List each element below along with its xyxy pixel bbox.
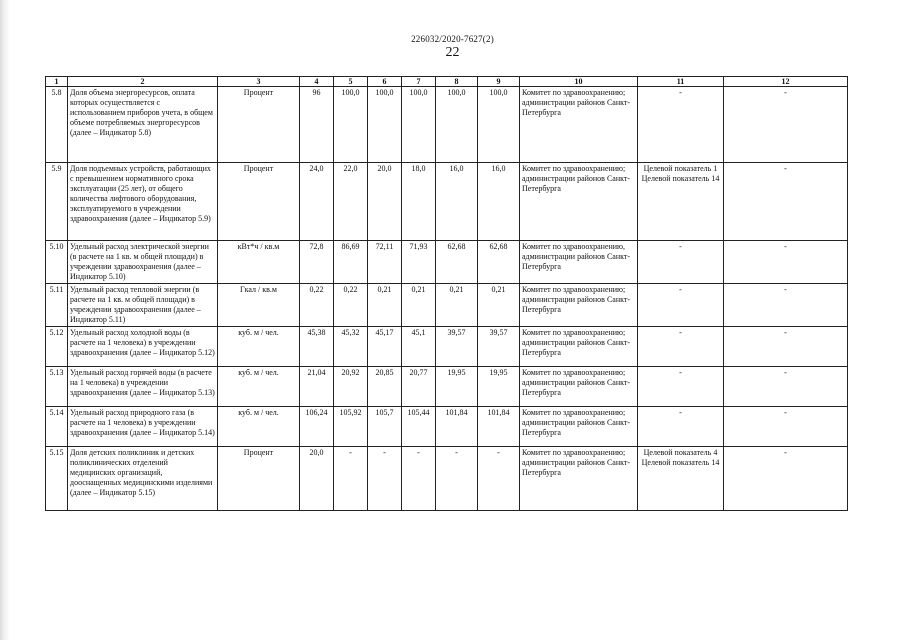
column-header: 8 bbox=[436, 77, 478, 87]
value-cell: 19,95 bbox=[436, 367, 478, 407]
table-row bbox=[46, 163, 848, 241]
value-cell: 100,0 bbox=[402, 87, 436, 163]
row-number: 5.11 bbox=[46, 284, 68, 327]
unit-of-measure: Процент bbox=[218, 163, 300, 241]
row-number: 5.14 bbox=[46, 407, 68, 447]
value-cell: 0,21 bbox=[478, 284, 520, 327]
value-cell: - bbox=[436, 447, 478, 511]
indicators-table bbox=[45, 76, 848, 511]
table-row bbox=[46, 367, 848, 407]
value-cell: 20,85 bbox=[368, 367, 402, 407]
value-cell: 45,17 bbox=[368, 327, 402, 367]
value-cell: - bbox=[334, 447, 368, 511]
row-number: 5.9 bbox=[46, 163, 68, 241]
indicator-name: Удельный расход холодной воды (в расчете на 1 человека) в учреждении здравоохранения (далее – Индикатор 5.12) bbox=[68, 327, 218, 367]
column-header: 3 bbox=[218, 77, 300, 87]
unit-of-measure: Гкал / кв.м bbox=[218, 284, 300, 327]
value-cell: 45,38 bbox=[300, 327, 334, 367]
target-indicator-link: - bbox=[638, 367, 724, 407]
table-row bbox=[46, 241, 848, 284]
value-cell: 20,0 bbox=[368, 163, 402, 241]
value-cell: 100,0 bbox=[478, 87, 520, 163]
unit-of-measure: куб. м / чел. bbox=[218, 367, 300, 407]
indicator-name: Удельный расход тепловой энергии (в расчете на 1 кв. м общей площади) в учреждении здравоохранения (далее – Индикатор 5.11) bbox=[68, 284, 218, 327]
value-cell: 71,93 bbox=[402, 241, 436, 284]
indicator-name: Доля подъемных устройств, работающих с превышением нормативного срока эксплуатации (25 лет), от общего количества лифтового оборудования, эксплуатируемого в учреждении здравоохранения (далее – Индикатор 5.9) bbox=[68, 163, 218, 241]
value-cell: 62,68 bbox=[436, 241, 478, 284]
responsible-executor: Комитет по здравоохранению; администрации районов Санкт-Петербурга bbox=[520, 447, 638, 511]
value-cell: 16,0 bbox=[478, 163, 520, 241]
table-row bbox=[46, 284, 848, 327]
value-cell: 0,21 bbox=[436, 284, 478, 327]
row-number: 5.13 bbox=[46, 367, 68, 407]
page-number: 22 bbox=[445, 45, 460, 60]
column-header: 12 bbox=[724, 77, 848, 87]
column-header: 2 bbox=[68, 77, 218, 87]
value-cell: 0,22 bbox=[334, 284, 368, 327]
responsible-executor: Комитет по здравоохранению; администрации районов Санкт-Петербурга bbox=[520, 327, 638, 367]
value-cell: 0,21 bbox=[402, 284, 436, 327]
value-cell: 22,0 bbox=[334, 163, 368, 241]
value-cell: 105,44 bbox=[402, 407, 436, 447]
table-row bbox=[46, 407, 848, 447]
target-indicator-link: Целевой показатель 4 Целевой показатель 14 bbox=[638, 447, 724, 511]
unit-of-measure: Процент bbox=[218, 87, 300, 163]
value-cell: 39,57 bbox=[478, 327, 520, 367]
unit-of-measure: Процент bbox=[218, 447, 300, 511]
column-header: 7 bbox=[402, 77, 436, 87]
value-cell: 72,11 bbox=[368, 241, 402, 284]
value-cell: 0,22 bbox=[300, 284, 334, 327]
target-indicator-link: - bbox=[638, 87, 724, 163]
value-cell: 45,32 bbox=[334, 327, 368, 367]
column-12-value: - bbox=[724, 367, 848, 407]
value-cell: 96 bbox=[300, 87, 334, 163]
indicator-name: Удельный расход природного газа (в расчете на 1 человека) в учреждении здравоохранения (далее – Индикатор 5.14) bbox=[68, 407, 218, 447]
column-12-value: - bbox=[724, 241, 848, 284]
column-header: 4 bbox=[300, 77, 334, 87]
responsible-executor: Комитет по здравоохранению; администрации районов Санкт-Петербурга bbox=[520, 163, 638, 241]
column-header: 5 bbox=[334, 77, 368, 87]
indicator-name: Удельный расход горячей воды (в расчете на 1 человека) в учреждении здравоохранения (далее – Индикатор 5.13) bbox=[68, 367, 218, 407]
value-cell: 105,92 bbox=[334, 407, 368, 447]
column-header: 1 bbox=[46, 77, 68, 87]
target-indicator-link: - bbox=[638, 327, 724, 367]
column-header: 10 bbox=[520, 77, 638, 87]
value-cell: 45,1 bbox=[402, 327, 436, 367]
column-header: 9 bbox=[478, 77, 520, 87]
row-number: 5.8 bbox=[46, 87, 68, 163]
table-row bbox=[46, 87, 848, 163]
value-cell: - bbox=[368, 447, 402, 511]
target-indicator-link: - bbox=[638, 407, 724, 447]
header-row bbox=[46, 77, 848, 87]
value-cell: 72,8 bbox=[300, 241, 334, 284]
value-cell: 100,0 bbox=[368, 87, 402, 163]
value-cell: 101,84 bbox=[478, 407, 520, 447]
column-header: 6 bbox=[368, 77, 402, 87]
value-cell: 101,84 bbox=[436, 407, 478, 447]
value-cell: - bbox=[478, 447, 520, 511]
value-cell: 16,0 bbox=[436, 163, 478, 241]
document-id: 226032/2020-7627(2) bbox=[411, 34, 494, 44]
target-indicator-link: - bbox=[638, 284, 724, 327]
value-cell: 106,24 bbox=[300, 407, 334, 447]
responsible-executor: Комитет по здравоохранению; администрации районов Санкт-Петербурга bbox=[520, 87, 638, 163]
value-cell: 62,68 bbox=[478, 241, 520, 284]
column-12-value: - bbox=[724, 284, 848, 327]
value-cell: 105,7 bbox=[368, 407, 402, 447]
value-cell: 39,57 bbox=[436, 327, 478, 367]
indicator-name: Доля детских поликлиник и детских поликлинических отделений медицинских организаций, дооснащенных медицинскими изделиями (далее – Индикатор 5.15) bbox=[68, 447, 218, 511]
table-row bbox=[46, 447, 848, 511]
value-cell: 100,0 bbox=[436, 87, 478, 163]
scan-edge-shadow bbox=[0, 0, 20, 640]
value-cell: 20,0 bbox=[300, 447, 334, 511]
indicator-name: Удельный расход электрической энергии (в расчете на 1 кв. м общей площади) в учреждении здравоохранения (далее – Индикатор 5.10) bbox=[68, 241, 218, 284]
unit-of-measure: куб. м / чел. bbox=[218, 327, 300, 367]
value-cell: 20,92 bbox=[334, 367, 368, 407]
column-12-value: - bbox=[724, 447, 848, 511]
unit-of-measure: кВт*ч / кв.м bbox=[218, 241, 300, 284]
value-cell: 18,0 bbox=[402, 163, 436, 241]
value-cell: 20,77 bbox=[402, 367, 436, 407]
column-12-value: - bbox=[724, 87, 848, 163]
value-cell: 0,21 bbox=[368, 284, 402, 327]
unit-of-measure: куб. м / чел. bbox=[218, 407, 300, 447]
table-row bbox=[46, 327, 848, 367]
row-number: 5.10 bbox=[46, 241, 68, 284]
value-cell: 19,95 bbox=[478, 367, 520, 407]
column-header: 11 bbox=[638, 77, 724, 87]
value-cell: 86,69 bbox=[334, 241, 368, 284]
responsible-executor: Комитет по здравоохранению; администрации районов Санкт-Петербурга bbox=[520, 407, 638, 447]
value-cell: 24,0 bbox=[300, 163, 334, 241]
responsible-executor: Комитет по здравоохранению; администрации районов Санкт-Петербурга bbox=[520, 284, 638, 327]
indicator-name: Доля объема энергоресурсов, оплата которых осуществляется с использованием приборов учета, в общем объеме потребляемых энергоресурсов (далее – Индикатор 5.8) bbox=[68, 87, 218, 163]
row-number: 5.15 bbox=[46, 447, 68, 511]
column-12-value: - bbox=[724, 163, 848, 241]
value-cell: 21,04 bbox=[300, 367, 334, 407]
value-cell: - bbox=[402, 447, 436, 511]
target-indicator-link: Целевой показатель 1 Целевой показатель 14 bbox=[638, 163, 724, 241]
column-12-value: - bbox=[724, 327, 848, 367]
row-number: 5.12 bbox=[46, 327, 68, 367]
responsible-executor: Комитет по здравоохранению, администрации районов Санкт-Петербурга bbox=[520, 241, 638, 284]
target-indicator-link: - bbox=[638, 241, 724, 284]
column-12-value: - bbox=[724, 407, 848, 447]
responsible-executor: Комитет по здравоохранению; администрации районов Санкт-Петербурга bbox=[520, 367, 638, 407]
value-cell: 100,0 bbox=[334, 87, 368, 163]
